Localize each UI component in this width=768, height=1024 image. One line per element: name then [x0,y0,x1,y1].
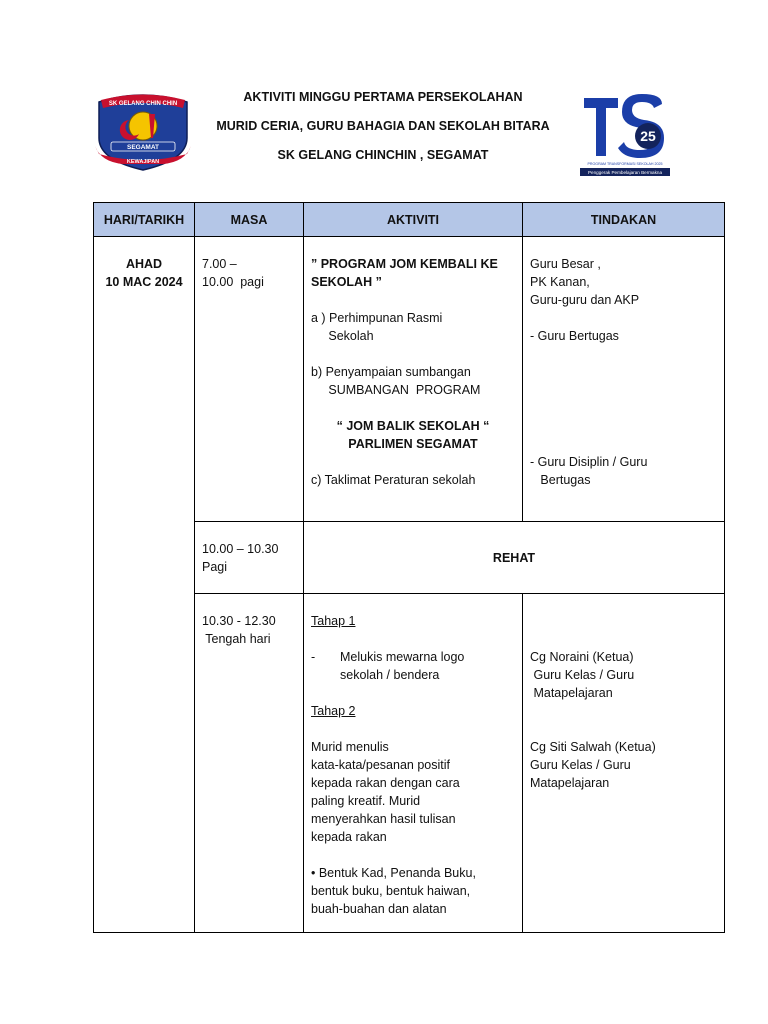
action-line: Cg Noraini (Ketua) [530,650,634,664]
day-label: AHAD [125,257,163,271]
tahap2-text-line: paling kreatif. Murid [311,794,421,808]
date-label: 10 MAC 2024 [105,275,183,289]
action-line: Guru Besar , [530,257,601,271]
time-cell [195,522,304,594]
tahap1-list-item [311,648,515,684]
time-line: Pagi [202,560,228,574]
time-line: 10.30 - 12.30 [202,614,276,628]
bullet-text-line: • Bentuk Kad, Penanda Buku, [311,866,476,880]
time-line: 7.00 – [202,257,237,271]
break-label: REHAT [492,550,536,565]
header-hari-tarikh: HARI/TARIKH [94,203,195,237]
header-tindakan: TINDAKAN [523,203,725,237]
table-header-row [94,203,725,237]
day-cell [94,237,195,933]
time-line: Tengah hari [202,632,271,646]
action-line: Matapelajaran [530,686,613,700]
bullet-text-line: bentuk buku, bentuk haiwan, [311,884,471,898]
action-line: PK Kanan, [530,275,590,289]
time-cell [195,237,304,522]
ts-t-mark [584,98,618,156]
header-masa: MASA [195,203,304,237]
tahap2-text-line: menyerahkan hasil tulisan [311,812,456,826]
logo-bottom-text: KEWAJIPAN [126,159,160,165]
action-line: Bertugas [530,473,591,487]
ts-number: 25 [640,128,656,144]
tahap2-text-line: kata-kata/pesanan positif [311,758,450,772]
action-line: Guru Kelas / Guru [530,758,631,772]
activity-item-a: a ) Perhimpunan Rasmi [311,311,443,325]
program-title: ” PROGRAM JOM KEMBALI KE [311,257,498,271]
activity-item-b: SUMBANGAN PROGRAM [311,383,481,397]
tahap2-text-line: Murid menulis [311,740,389,754]
tahap2-text-line: kepada rakan [311,830,387,844]
activity-schedule-table [93,202,725,933]
program-highlight: “ JOM BALIK SEKOLAH “ [336,419,490,433]
break-cell [304,522,725,594]
activity-cell [304,237,523,522]
program-highlight: PARLIMEN SEGAMAT [348,437,478,451]
school-logo [93,90,193,172]
activity-item-b: b) Penyampaian sumbangan [311,365,471,379]
action-line: Guru-guru dan AKP [530,293,640,307]
logo-middle-text: SEGAMAT [126,144,160,151]
program-title: SEKOLAH ” [311,275,382,289]
ts-sub-text: PROGRAM TRANSFORMASI SEKOLAH 2025 [587,162,663,166]
header-title-line3: SK GELANG CHINCHIN , SEGAMAT [277,148,489,162]
activity-item-a: Sekolah [311,329,374,343]
action-cell [523,594,725,933]
ts25-logo [578,90,672,178]
header-aktiviti: AKTIVITI [304,203,523,237]
tahap2-text-line: kepada rakan dengan cara [311,776,460,790]
ts-tagline: Penggerak Pembelajaran Bermakna [587,170,663,175]
header-title-line1: AKTIVITI MINGGU PERTAMA PERSEKOLAHAN [243,90,523,104]
tahap1-heading: Tahap 1 [311,614,356,628]
bullet-text-line: buah-buahan dan alatan [311,902,447,916]
tahap1-item-line: Melukis mewarna logo [340,650,465,664]
dash-marker: - [311,650,316,664]
action-line: - Guru Bertugas [530,329,619,343]
activity-item-c: c) Taklimat Peraturan sekolah [311,473,476,487]
time-line: 10.00 – 10.30 [202,542,279,556]
logo-top-text: SK GELANG CHIN CHIN [108,101,178,107]
action-line: - Guru Disiplin / Guru [530,455,648,469]
action-line: Guru Kelas / Guru [530,668,635,682]
tahap2-heading: Tahap 2 [311,704,356,718]
time-cell [195,594,304,933]
action-line: Matapelajaran [530,776,610,790]
activity-cell [304,594,523,933]
header-title-line2: MURID CERIA, GURU BAHAGIA DAN SEKOLAH BITARA [216,119,550,133]
time-line: 10.00 pagi [202,275,264,289]
tahap1-item-line: sekolah / bendera [340,668,440,682]
action-cell [523,237,725,522]
table-row [94,237,725,522]
action-line: Cg Siti Salwah (Ketua) [530,740,656,754]
